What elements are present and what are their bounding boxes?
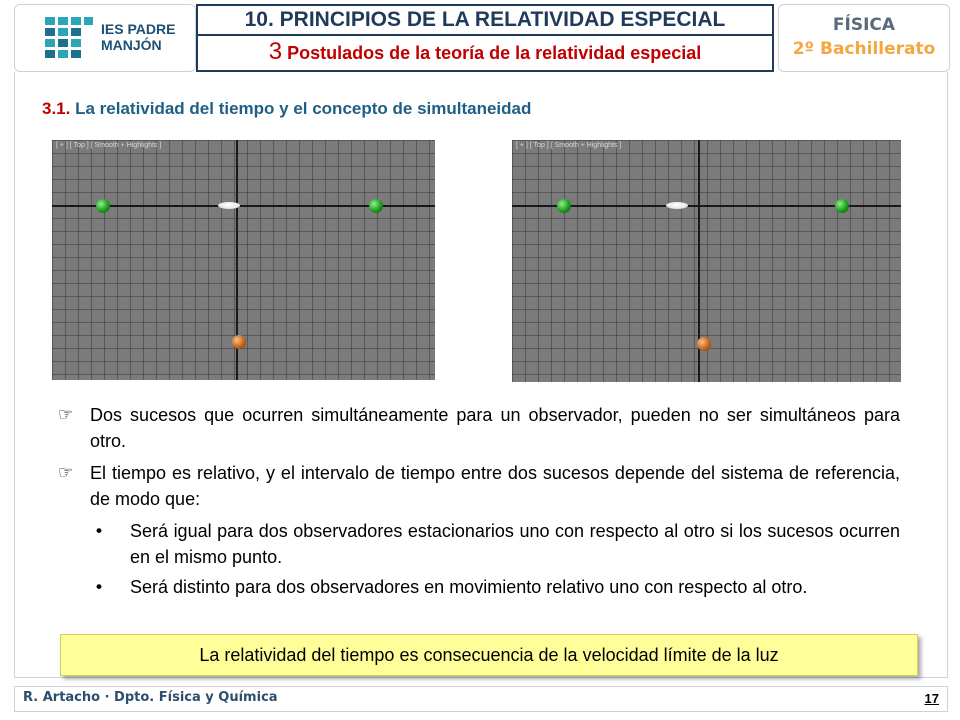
observer-sphere — [697, 337, 711, 351]
logo-line1: IES PADRE — [101, 21, 176, 37]
school-logo — [14, 4, 196, 72]
page-subtitle — [196, 36, 774, 72]
light-source — [218, 202, 240, 209]
green-sphere-right — [835, 199, 849, 213]
green-sphere-left — [96, 199, 110, 213]
logo-text — [101, 21, 175, 53]
section-title: La relatividad del tiempo y el concepto de simultaneidad — [75, 99, 532, 118]
bullet-dot-icon: • — [96, 577, 102, 596]
pointing-hand-icon: ☞ — [58, 405, 74, 424]
bullet-text: Dos sucesos que ocurren simultáneamente para un observador, pueden no ser simultáneos para otro. — [90, 405, 900, 451]
subject-name: FÍSICA — [832, 15, 896, 35]
subtitle-text: Postulados de la teoría de la relatividad especial — [287, 43, 702, 63]
sub-bullet-text: Será distinto para dos observadores en movimiento relativo uno con respecto al otro. — [130, 577, 808, 597]
subtitle-number: 3 — [268, 38, 283, 65]
bullet-dot-icon: • — [96, 521, 102, 540]
subject-level: 2º Bachillerato — [792, 39, 936, 59]
logo-line2: MANJÓN — [101, 37, 162, 53]
page-title: 10. PRINCIPIOS DE LA RELATIVIDAD ESPECIAL — [196, 4, 774, 36]
logo-grid-icon — [45, 17, 93, 59]
page-number: 17 — [924, 691, 939, 706]
green-sphere-left — [557, 199, 571, 213]
footer — [14, 686, 948, 712]
viewport-label: [ + ] [ Top ] [ Smooth + Highlights ] — [516, 142, 622, 149]
green-sphere-right — [369, 199, 383, 213]
pointing-hand-icon: ☞ — [58, 463, 74, 482]
viewport-left — [52, 140, 435, 380]
section-heading — [42, 99, 531, 119]
highlight-callout: La relatividad del tiempo es consecuencia de la velocidad límite de la luz — [60, 634, 918, 676]
viewport-right — [512, 140, 901, 382]
bullet-text: El tiempo es relativo, y el intervalo de tiempo entre dos sucesos depende del sistema de referencia, de modo que: — [90, 463, 900, 509]
sub-bullet-text: Será igual para dos observadores estacionarios uno con respecto al otro si los sucesos ocurren en el mismo punto. — [130, 521, 900, 567]
observer-sphere — [232, 335, 246, 349]
subject-box — [778, 4, 950, 72]
footer-author: R. Artacho · Dpto. Física y Química — [23, 690, 278, 705]
viewport-label: [ + ] [ Top ] [ Smooth + Highlights ] — [56, 142, 162, 149]
light-source — [666, 202, 688, 209]
section-number: 3.1. — [42, 99, 71, 118]
